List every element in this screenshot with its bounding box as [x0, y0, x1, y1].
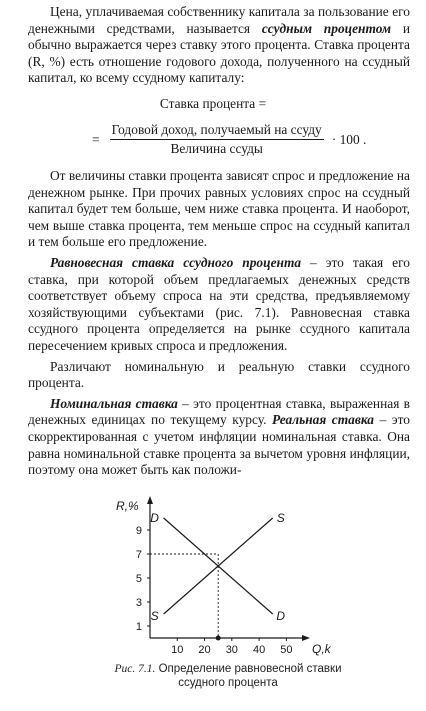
term-real-rate: Реальная ставка: [272, 412, 374, 428]
text-block-top: [28, 4, 410, 87]
x-tick-label-30: 30: [225, 644, 238, 656]
x-tick-label-50: 50: [280, 644, 293, 656]
formula-equals: =: [92, 131, 100, 147]
term-nominal-rate: Номинальная ставка: [50, 395, 178, 411]
figure-7-1-chart: [108, 488, 331, 658]
y-tick-label-9: 9: [135, 525, 142, 537]
x-tick-label-20: 20: [198, 644, 211, 656]
x-axis-label: Q,k: [312, 642, 331, 656]
term-equilibrium-rate: Равновесная ставка ссудного процента: [50, 254, 302, 270]
formula-fraction: [110, 122, 324, 157]
term-loan-interest: ссудным процентом: [261, 20, 392, 36]
chart-curves: [150, 511, 285, 641]
x-tick-label-10: 10: [171, 644, 184, 656]
formula-multiplier: · 100 .: [331, 131, 367, 147]
curve-label-D-top: D: [150, 511, 159, 525]
caption-label: Рис. 7.1.: [114, 663, 156, 675]
paragraph-1-text-end: и обычно выражается через ставку этого процента. Ставка процента (R, %) есть отношение годового дохода, полученного на ссудный капитал, ко всему ссудному капиталу:: [28, 20, 410, 86]
y-axis-label: R,%: [116, 499, 139, 513]
y-axis-arrow: [147, 496, 153, 504]
formula: [92, 122, 366, 157]
y-tick-label-1: 1: [135, 621, 142, 633]
formula-denominator: Величина ссуды: [170, 141, 263, 156]
text-block-main: [28, 168, 410, 479]
paragraph-1-text: Цена, уплачиваемая собственнику капитала за пользование его денежными средствами, называется: [28, 4, 410, 36]
y-tick-label-5: 5: [135, 573, 142, 585]
formula-lhs: Ставка процента =: [159, 96, 267, 111]
curve-label-S-bottom: S: [150, 609, 159, 623]
caption-text: Определение равновесной ставки ссудного процента: [158, 663, 342, 689]
paragraph-3: [28, 255, 410, 355]
equilibrium-quantity-point: [216, 636, 221, 641]
paragraph-3-text: – это такая его ставка, при которой объем предлагаемых денежных средств соответствует объему спроса на эти средства, предъявляемому хозяйствующими субъектами (рис. 7.1). Равновесная ставка ссудного процента определяется на рынке ссудного капитала пересечением кривых спроса и предложения.: [28, 254, 410, 353]
paragraph-4: Различают номинальную и реальную ставки ссудного процента.: [28, 358, 410, 391]
x-tick-label-40: 40: [252, 644, 266, 656]
formula-numerator: Годовой доход, получаемый на ссуду: [110, 122, 324, 140]
chart-ticks: [136, 525, 293, 656]
paragraph-5: [28, 396, 410, 479]
paragraph-1: [28, 4, 410, 87]
paragraph-5-text-a: – это процентная ставка, выраженная в денежных единицах по текущему курсу.: [28, 395, 410, 428]
chart-axes: [147, 496, 310, 641]
y-tick-label-7: 7: [135, 549, 142, 561]
figure-caption: [108, 662, 348, 690]
curve-label-D-bottom: D: [276, 609, 286, 623]
curve-label-S-top: S: [276, 511, 285, 525]
paragraph-2: От величины ставки процента зависят спрос и предложение на денежном рынке. При прочих равных условиях спрос на ссудный капитал будет тем больше, чем ниже ставка процента. И наоборот, чем выше ставка процента, тем меньше спрос на ссудный капитал и тем больше его предложение.: [28, 168, 410, 250]
x-axis-arrow: [302, 635, 310, 641]
paragraph-5-text-b: – это скорректированная с учетом инфляции номинальная ставка. Она равна номинальной ставке процента за вычетом уровня инфляции, поэтому она может быть как положи-: [28, 412, 410, 478]
y-tick-label-3: 3: [135, 597, 142, 609]
